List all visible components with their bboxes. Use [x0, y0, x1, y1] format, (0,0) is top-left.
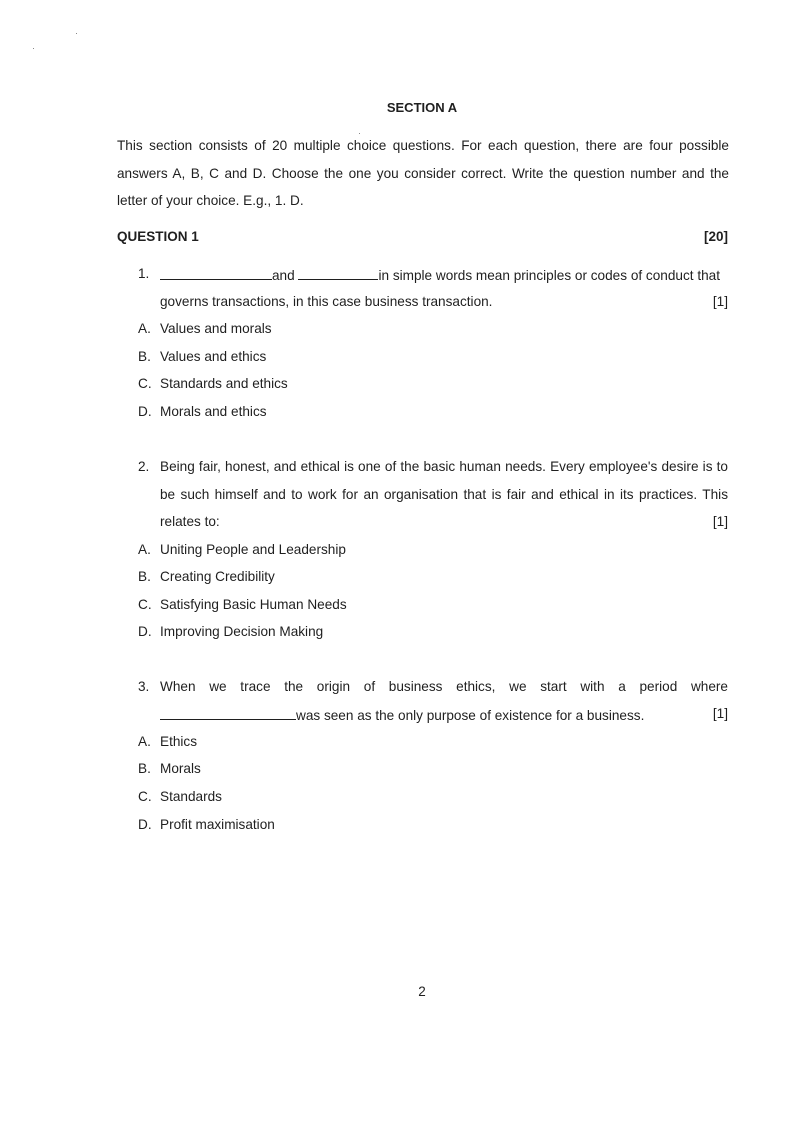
question-line: relates to: — [160, 514, 220, 529]
option-text: Morals and ethics — [160, 404, 267, 419]
question-line — [160, 706, 644, 723]
question-line: governs transactions, in this case business transaction. — [160, 294, 493, 309]
page-number: 2 — [418, 984, 426, 999]
answer-blank — [160, 266, 272, 280]
option-text: Satisfying Basic Human Needs — [160, 597, 347, 612]
scan-speck — [76, 33, 77, 34]
option-text: Creating Credibility — [160, 569, 275, 584]
question-number: 1. — [138, 266, 150, 281]
question-line: When we trace the origin of business ethics, we start with a period where — [160, 679, 728, 694]
question-total-marks: [20] — [703, 229, 728, 244]
option-letter: A. — [138, 321, 151, 336]
option-text: Morals — [160, 761, 201, 776]
option-letter: B. — [138, 569, 151, 584]
question-number: 2. — [138, 459, 150, 474]
option-letter: A. — [138, 734, 151, 749]
option-text: Improving Decision Making — [160, 624, 324, 639]
section-title: SECTION A — [386, 100, 458, 115]
answer-blank — [298, 266, 378, 280]
option-letter: A. — [138, 542, 151, 557]
question-line-tail: was seen as the only purpose of existence for a business. — [296, 708, 645, 723]
option-letter: D. — [138, 404, 152, 419]
question-line — [160, 266, 720, 283]
question-and-word: and — [272, 268, 295, 283]
option-letter: C. — [138, 376, 152, 391]
answer-blank — [160, 706, 296, 720]
option-text: Values and ethics — [160, 349, 267, 364]
question-heading: QUESTION 1 — [117, 229, 199, 244]
option-text: Profit maximisation — [160, 817, 275, 832]
option-text: Standards and ethics — [160, 376, 288, 391]
option-text: Uniting People and Leadership — [160, 542, 346, 557]
section-instructions: This section consists of 20 multiple choice questions. For each question, there are four possible answers A, B, C and D. Choose the one you consider correct. Write the question number and the letter of your choice. E.g., 1. D. — [117, 138, 729, 208]
question-marks: [1] — [712, 514, 728, 529]
question-marks: [1] — [712, 294, 728, 309]
question-line: be such himself and to work for an organisation that is fair and ethical in its practices. This — [160, 487, 728, 502]
option-letter: D. — [138, 624, 152, 639]
option-text: Standards — [160, 789, 222, 804]
option-letter: B. — [138, 761, 151, 776]
option-letter: D. — [138, 817, 152, 832]
option-letter: B. — [138, 349, 151, 364]
option-letter: C. — [138, 597, 152, 612]
option-letter: C. — [138, 789, 152, 804]
question-line: Being fair, honest, and ethical is one of the basic human needs. Every employee's desire is to — [160, 459, 728, 474]
scan-speck — [33, 48, 34, 49]
question-number: 3. — [138, 679, 150, 694]
option-text: Ethics — [160, 734, 198, 749]
question-line-tail: in simple words mean principles or codes of conduct that — [378, 268, 720, 283]
option-text: Values and morals — [160, 321, 272, 336]
question-marks: [1] — [712, 706, 728, 721]
